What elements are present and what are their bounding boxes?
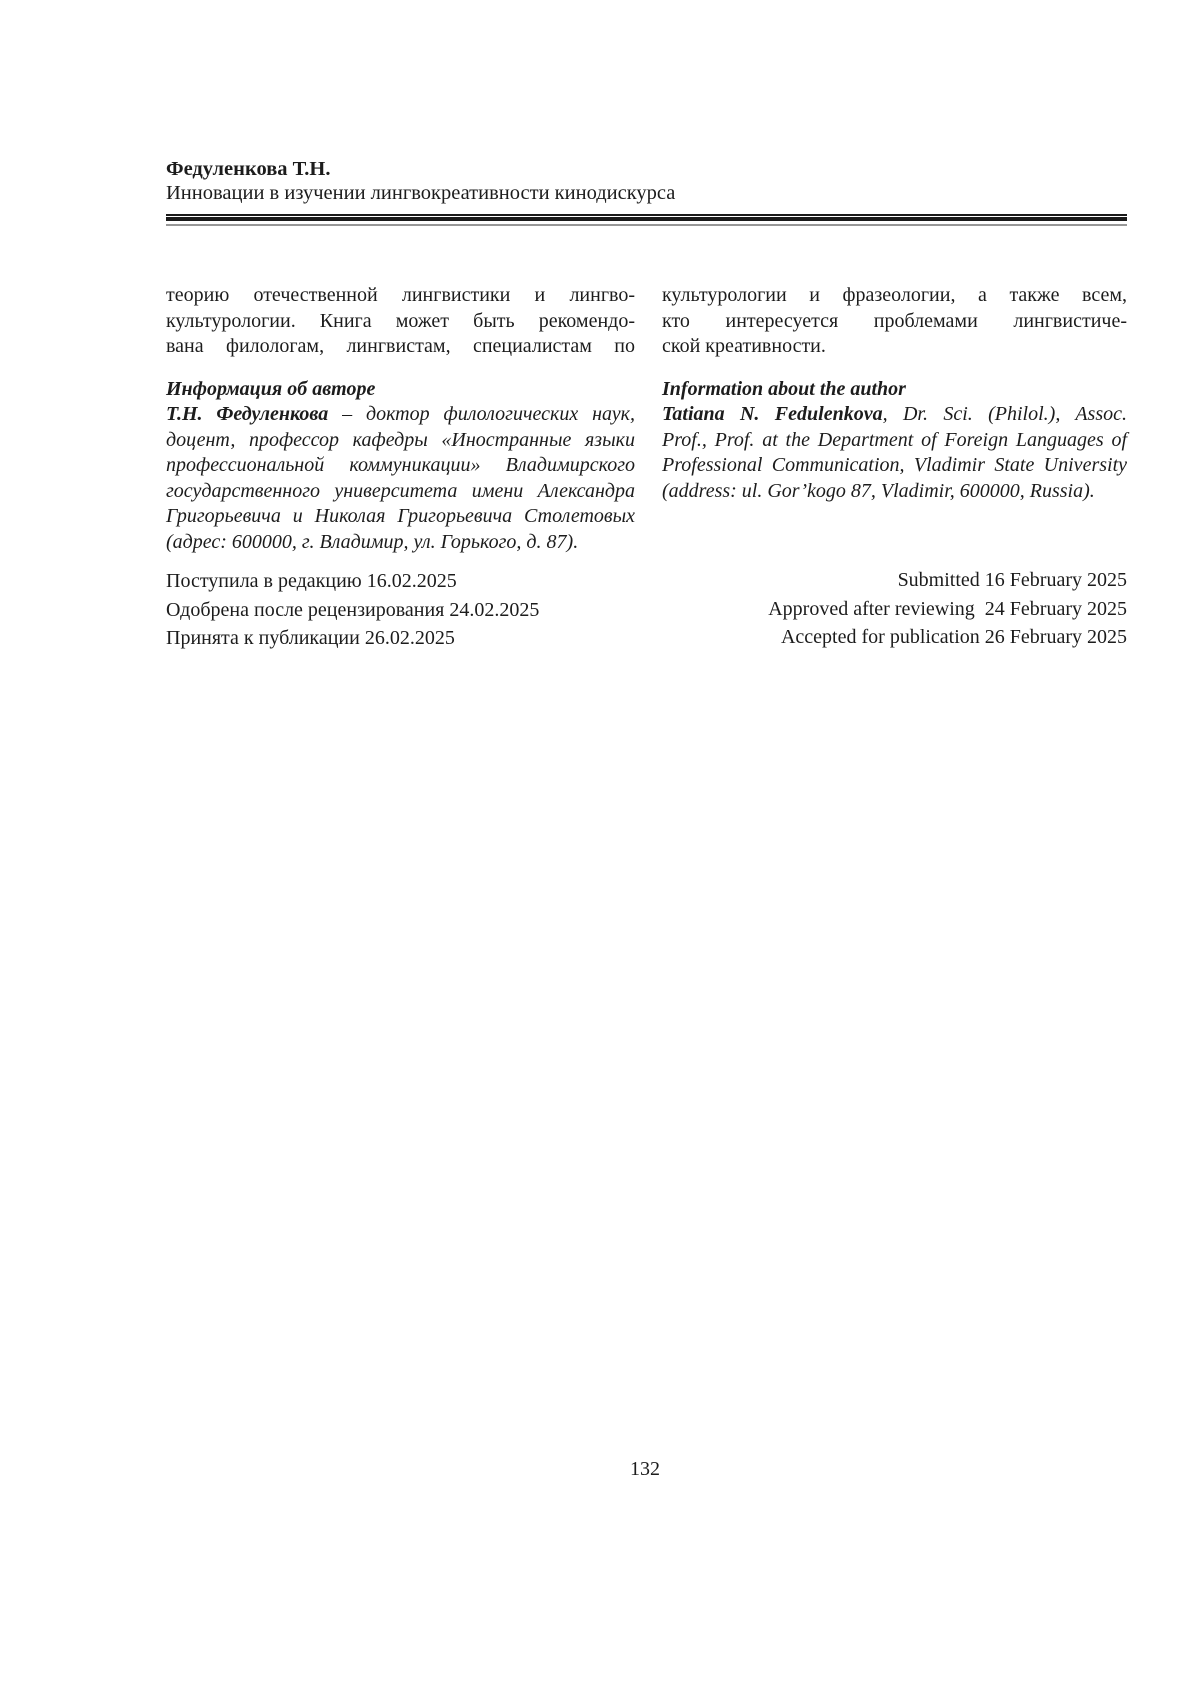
- page-number: 132: [630, 1458, 660, 1480]
- rule-gray-line: [166, 224, 1127, 226]
- date-accepted-ru: Принята к публикации 26.02.2025: [166, 627, 455, 649]
- text-line: (адрес: 600000, г. Владимир, ул. Горького, д. 87).: [166, 530, 579, 553]
- text-line: культурологии и фразеологии, а также всем,: [662, 284, 1127, 306]
- date-approved-ru: Одобрена после рецензирования 24.02.2025: [166, 598, 540, 621]
- header-rule: [166, 214, 1127, 226]
- header-author: Федуленкова Т.Н.: [166, 158, 331, 180]
- text-line: [662, 402, 1127, 428]
- author-info-russian: [166, 402, 635, 555]
- author-name-russian: Т.Н. Федуленкова: [166, 403, 329, 425]
- text-line: доцент, профессор кафедры «Иностранные языки: [166, 428, 635, 451]
- text-line: кто интересуется проблемами лингвистиче-: [662, 309, 1127, 332]
- left-column: [166, 283, 635, 653]
- text-line: Professional Communication, Vladimir State University: [662, 454, 1127, 476]
- two-column-body: [166, 283, 1127, 653]
- text-line: культурологии. Книга может быть рекомендо-: [166, 309, 635, 332]
- date-approved-en: Approved after reviewing 24 February 2025: [768, 597, 1127, 620]
- running-header: [166, 157, 1127, 226]
- text-line: профессиональной коммуникации» Владимирского: [166, 454, 635, 476]
- right-column: [662, 283, 1127, 653]
- info-heading-english: Information about the author: [662, 377, 906, 400]
- info-heading-russian: Информация об авторе: [166, 377, 376, 400]
- submission-dates-english: [662, 566, 1127, 652]
- text-line: Prof., Prof. at the Department of Foreign Languages of: [662, 428, 1127, 451]
- text-line: вана филологам, лингвистам, специалистам по: [166, 335, 635, 357]
- page-content: [166, 0, 1127, 653]
- text-line: ской креативности.: [662, 335, 826, 357]
- author-degree-english: , Dr. Sci. (Philol.), Assoc.: [882, 403, 1127, 425]
- header-article-title: Инновации в изучении лингвокреативности кинодискурса: [166, 182, 676, 204]
- body-paragraph-continued: [662, 283, 1127, 360]
- author-name-english: Tatiana N. Fedulenkova: [662, 403, 883, 425]
- text-line: Григорьевича и Николая Григорьевича Столетовых: [166, 505, 635, 527]
- author-degree-russian: – доктор филологических наук,: [328, 403, 635, 425]
- date-accepted-en: Accepted for publication 26 February 2025: [780, 626, 1127, 648]
- text-line: (address: ul. Gor’kogo 87, Vladimir, 600000, Russia).: [662, 479, 1095, 502]
- text-line: теорию отечественной лингвистики и лингво-: [166, 284, 635, 306]
- body-paragraph-russian: [166, 283, 635, 360]
- date-submitted-ru: Поступила в редакцию 16.02.2025: [166, 570, 457, 592]
- text-line: [166, 402, 635, 428]
- text-line: государственного университета имени Александра: [166, 479, 635, 502]
- date-submitted-en: Submitted 16 February 2025: [897, 569, 1127, 591]
- submission-dates-russian: [166, 567, 635, 653]
- author-info-english: [662, 402, 1127, 504]
